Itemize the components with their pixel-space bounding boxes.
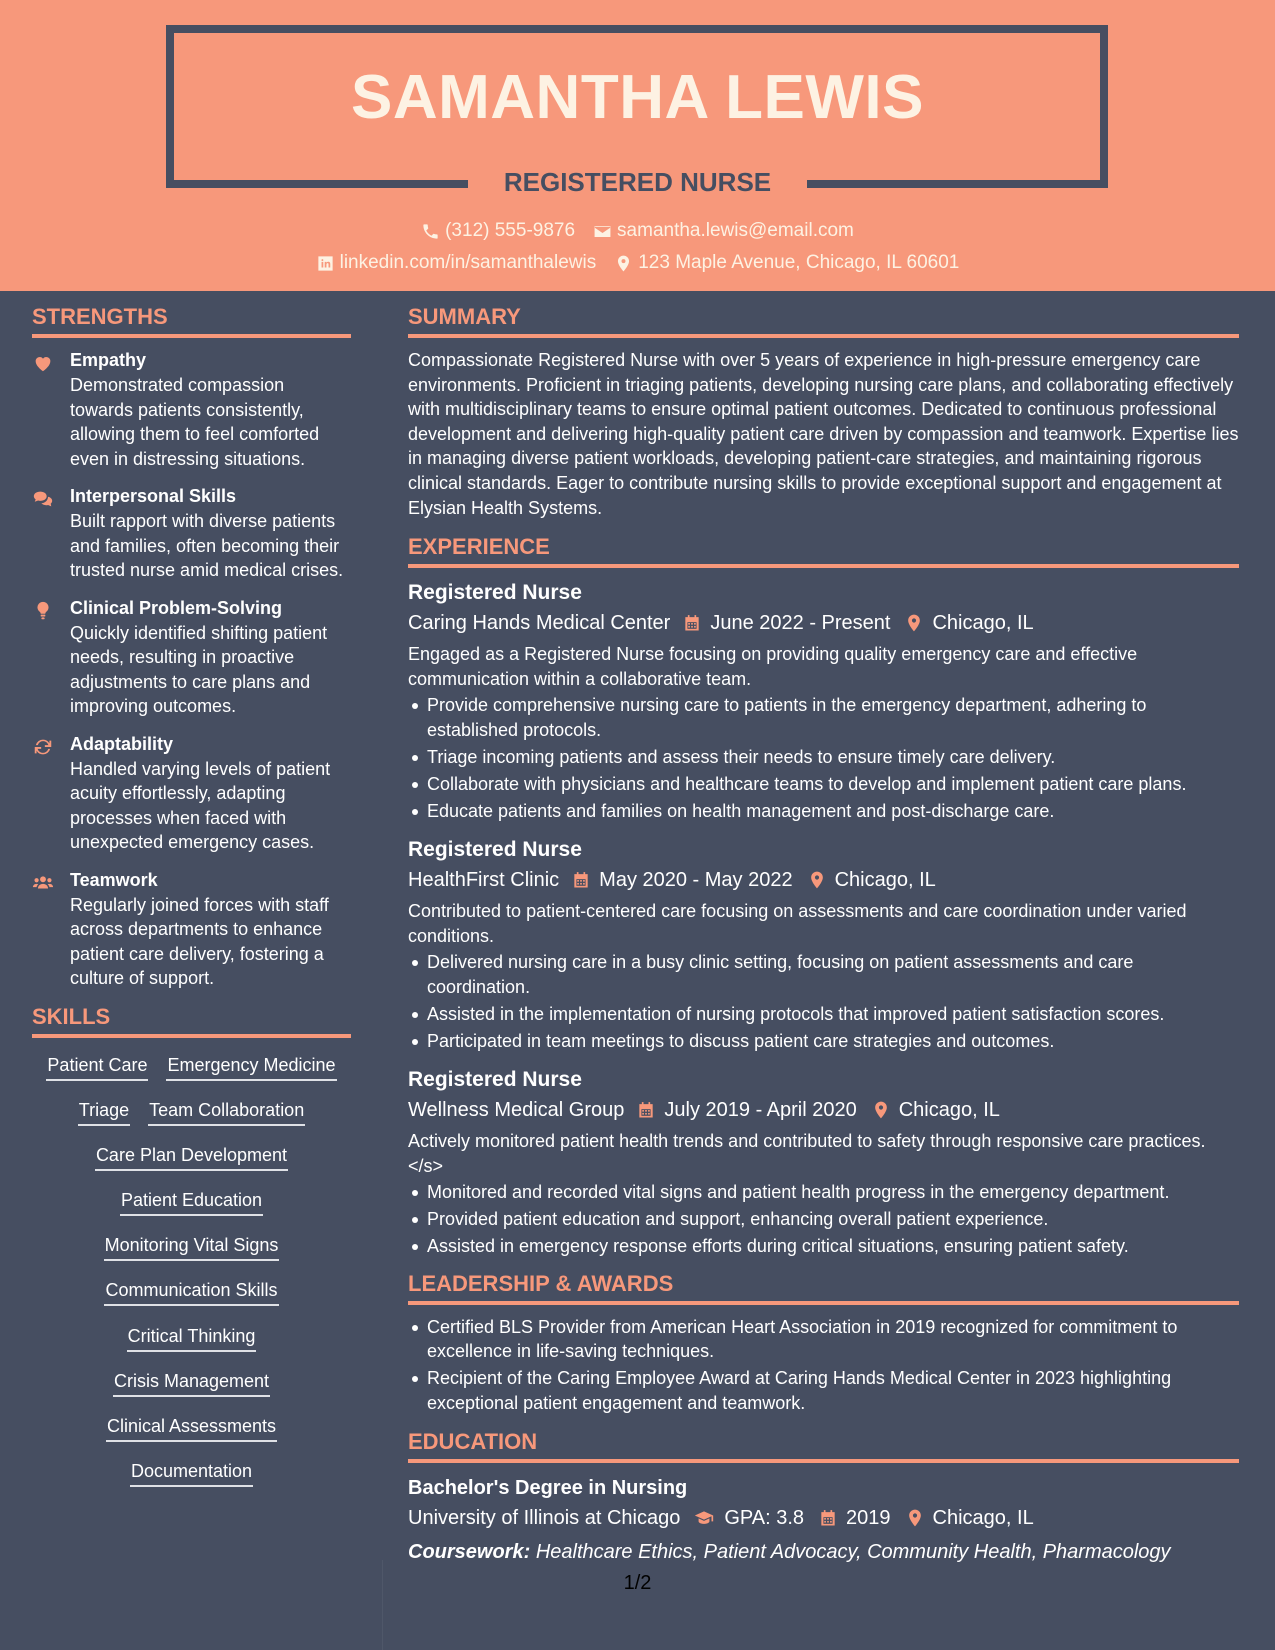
education-meta	[408, 1503, 1239, 1533]
summary-heading: SUMMARY	[408, 304, 1239, 338]
contact-row-1	[0, 220, 1275, 242]
job-description: Engaged as a Registered Nurse focusing on providing quality emergency care and effective communication within a collaborative team.	[408, 644, 1138, 689]
job-bullet: Assisted in the implementation of nursing protocols that improved patient satisfaction scores.	[408, 1002, 1239, 1027]
job-role: Registered Nurse	[408, 581, 582, 605]
strength-desc: Quickly identified shifting patient needs, resulting in proactive adjustments to care plans and improving outcomes.	[70, 622, 328, 716]
address-contact	[614, 252, 959, 274]
award-item: Recipient of the Caring Employee Award at Caring Hands Medical Center in 2023 highlighting exceptional patient engagement and teamwork.	[408, 1366, 1239, 1415]
users-icon	[32, 872, 54, 894]
job-bullet: Monitored and recorded vital signs and patient health progress in the emergency department.	[408, 1180, 1239, 1205]
job-bullet: Assisted in emergency response efforts during critical situations, ensuring patient safety.	[408, 1234, 1239, 1259]
job-company: HealthFirst Clinic	[408, 869, 560, 892]
calendar-icon	[571, 870, 591, 890]
skill-row	[32, 1183, 351, 1228]
experience-heading: EXPERIENCE	[408, 534, 1239, 568]
contact-row-2	[0, 252, 1275, 274]
strength-title: Empathy	[70, 350, 147, 370]
job-entry	[408, 578, 1239, 823]
skill-tag: Critical Thinking	[127, 1325, 257, 1352]
job-bullet: Triage incoming patients and assess their needs to ensure timely care delivery.	[408, 745, 1239, 770]
skill-tag: Care Plan Development	[95, 1144, 288, 1171]
skill-row	[32, 1409, 351, 1454]
job-bullets	[408, 693, 1239, 823]
education-year: 2019	[846, 1507, 891, 1530]
graduation-cap-icon	[692, 1508, 716, 1528]
strength-item	[32, 348, 351, 471]
awards-heading: LEADERSHIP & AWARDS	[408, 1271, 1239, 1305]
skill-tag: Communication Skills	[104, 1279, 278, 1306]
skill-tag: Documentation	[130, 1460, 253, 1487]
strength-desc: Regularly joined forces with staff across departments to enhance patient care delivery, fostering a culture of support.	[70, 894, 329, 988]
heart-icon	[32, 352, 54, 374]
skill-tag: Emergency Medicine	[166, 1054, 336, 1081]
phone-contact[interactable]	[421, 220, 575, 242]
candidate-name: SAMANTHA LEWIS	[351, 63, 924, 132]
skill-tag: Crisis Management	[113, 1370, 270, 1397]
map-marker-icon	[871, 1100, 891, 1120]
summary-text: Compassionate Registered Nurse with over 5 years of experience in high-pressure emergency care environments. Proficient in triaging patients, developing nursing care plans, and collaborating effectively with multidisciplinary teams to ensure optimal patient outcomes. Dedicated to continuous professional development and delivering high-quality patient care driven by compassion and teamwork. Expertise lies in managing diverse patient workloads, developing patient-care strategies, and maintaining rigorous clinical standards. Eager to contribute nursing skills to provide exceptional support and engagement at Elysian Health Systems.	[408, 350, 1239, 518]
header	[0, 0, 1275, 291]
map-marker-icon	[904, 613, 924, 633]
envelope-icon	[593, 222, 612, 241]
job-dates: June 2022 - Present	[710, 612, 891, 635]
strength-title: Adaptability	[70, 733, 174, 754]
job-bullets	[408, 1180, 1239, 1259]
left-column	[32, 304, 351, 1499]
job-meta	[408, 865, 1239, 895]
calendar-icon	[818, 1508, 838, 1528]
strength-title: Teamwork	[70, 869, 158, 890]
job-dates: July 2019 - April 2020	[664, 1099, 857, 1122]
education-gpa: GPA: 3.8	[724, 1507, 805, 1530]
map-marker-icon	[905, 1508, 925, 1528]
job-bullet: Provide comprehensive nursing care to patients in the emergency department, adhering to established protocols.	[408, 693, 1239, 742]
linkedin-text: linkedin.com/in/samanthalewis	[339, 252, 597, 273]
skill-row	[32, 1364, 351, 1409]
strength-title: Clinical Problem-Solving	[70, 597, 283, 618]
job-role: Registered Nurse	[408, 1068, 582, 1092]
calendar-icon	[682, 613, 702, 633]
education-degree: Bachelor's Degree in Nursing	[408, 1477, 688, 1500]
comments-icon	[32, 488, 54, 510]
sync-icon	[32, 736, 54, 758]
job-location: Chicago, IL	[898, 1099, 1000, 1122]
page-number: 1/2	[623, 1572, 652, 1594]
education-coursework	[408, 1537, 1239, 1567]
job-description: Contributed to patient-centered care focusing on assessments and care coordination under varied conditions.	[408, 901, 1187, 946]
job-bullet: Collaborate with physicians and healthcare teams to develop and implement patient care plans.	[408, 772, 1239, 797]
email-contact[interactable]	[593, 220, 854, 242]
skill-row	[32, 1138, 351, 1183]
award-item: Certified BLS Provider from American Heart Association in 2019 recognized for commitment to excellence in life-saving techniques.	[408, 1315, 1239, 1364]
skill-tag: Team Collaboration	[148, 1099, 305, 1126]
strength-item	[32, 484, 351, 583]
calendar-icon	[636, 1100, 656, 1120]
strengths-list	[32, 348, 351, 991]
job-bullet: Participated in team meetings to discuss patient care strategies and outcomes.	[408, 1029, 1239, 1054]
skill-tag: Patient Care	[46, 1054, 148, 1081]
skill-tag: Clinical Assessments	[106, 1415, 277, 1442]
phone-icon	[421, 222, 440, 241]
job-description: Actively monitored patient health trends and contributed to safety through responsive care practices.</s>	[408, 1131, 1206, 1176]
skill-row	[32, 1093, 351, 1138]
job-dates: May 2020 - May 2022	[599, 869, 793, 892]
phone-text: (312) 555-9876	[445, 220, 576, 241]
coursework-label: Coursework:	[408, 1541, 531, 1564]
skills-section	[32, 1004, 351, 1500]
job-bullet: Educate patients and families on health management and post-discharge care.	[408, 799, 1239, 824]
job-location: Chicago, IL	[932, 612, 1034, 635]
job-entry	[408, 1065, 1239, 1259]
skill-tag: Monitoring Vital Signs	[104, 1234, 280, 1261]
linkedin-contact[interactable]	[316, 252, 597, 274]
job-bullets	[408, 950, 1239, 1053]
map-marker-icon	[614, 254, 633, 273]
skill-row	[32, 1048, 351, 1093]
job-bullet: Provided patient education and support, enhancing overall patient experience.	[408, 1207, 1239, 1232]
coursework-text: Healthcare Ethics, Patient Advocacy, Community Health, Pharmacology	[535, 1541, 1171, 1564]
job-role: Registered Nurse	[408, 838, 582, 862]
job-company: Wellness Medical Group	[408, 1099, 625, 1122]
strength-desc: Handled varying levels of patient acuity effortlessly, adapting processes when faced with unexpected emergency cases.	[70, 758, 331, 852]
lightbulb-icon	[32, 600, 54, 622]
education-location: Chicago, IL	[932, 1507, 1034, 1530]
strength-item	[32, 732, 351, 855]
strength-desc: Built rapport with diverse patients and families, often becoming their trusted nurse amid medical crises.	[70, 511, 344, 580]
education-school: University of Illinois at Chicago	[408, 1507, 681, 1530]
right-column	[408, 304, 1239, 1567]
skill-row	[32, 1228, 351, 1273]
strength-item	[32, 596, 351, 719]
job-title: REGISTERED NURSE	[503, 167, 772, 197]
skill-row	[32, 1273, 351, 1318]
job-meta	[408, 1095, 1239, 1125]
skill-tag: Patient Education	[120, 1189, 263, 1216]
job-company: Caring Hands Medical Center	[408, 612, 671, 635]
job-bullet: Delivered nursing care in a busy clinic setting, focusing on patient assessments and care coordination.	[408, 950, 1239, 999]
education-heading: EDUCATION	[408, 1429, 1239, 1463]
strength-item	[32, 868, 351, 991]
skills-heading: SKILLS	[32, 1004, 351, 1038]
map-marker-icon	[807, 870, 827, 890]
skill-row	[32, 1454, 351, 1499]
strength-title: Interpersonal Skills	[70, 486, 237, 506]
job-entry	[408, 835, 1239, 1053]
skill-tag: Triage	[78, 1099, 130, 1126]
email-text: samantha.lewis@email.com	[617, 220, 854, 241]
strength-desc: Demonstrated compassion towards patients consistently, allowing them to feel comforted even in distressing situations.	[70, 375, 320, 469]
job-location: Chicago, IL	[834, 869, 936, 892]
skill-row	[32, 1319, 351, 1364]
awards-list	[408, 1315, 1239, 1416]
linkedin-icon	[316, 254, 335, 273]
strengths-heading: STRENGTHS	[32, 304, 351, 338]
address-text: 123 Maple Avenue, Chicago, IL 60601	[638, 252, 960, 273]
job-meta	[408, 608, 1239, 638]
